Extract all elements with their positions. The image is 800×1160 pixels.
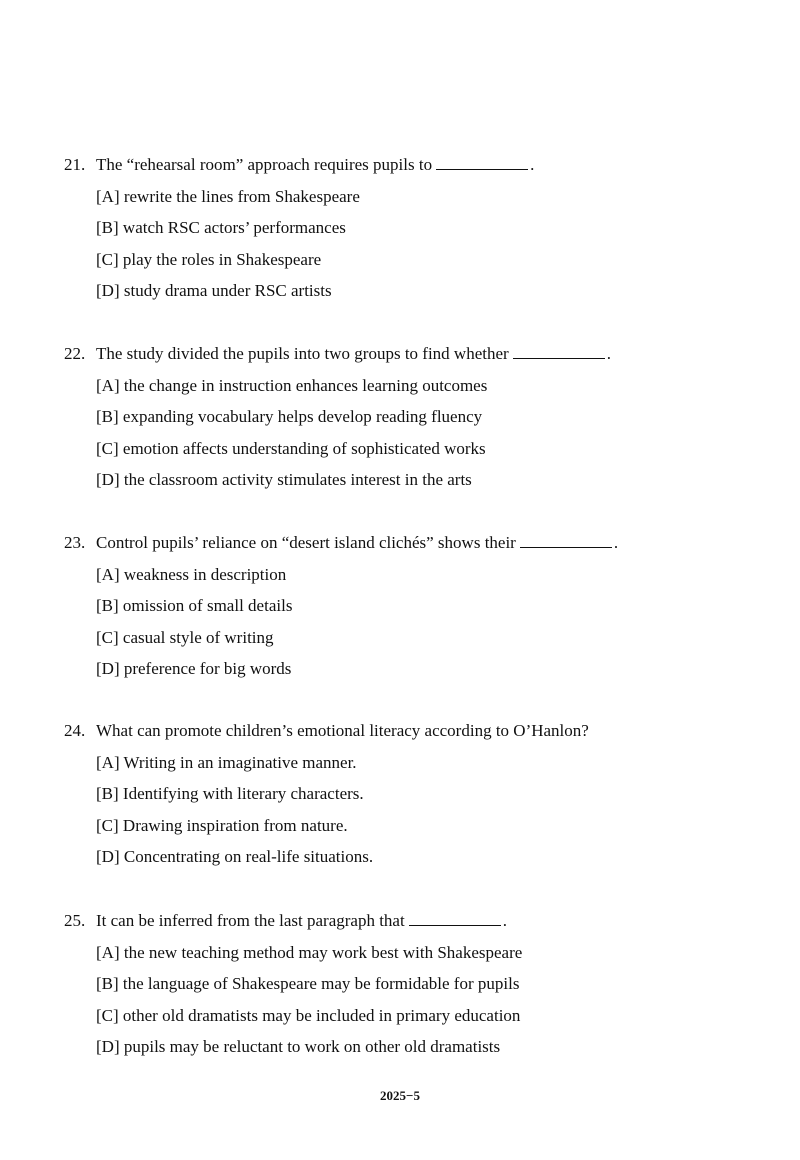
option-a: [A] rewrite the lines from Shakespeare: [96, 186, 360, 206]
option-d: [D] study drama under RSC artists: [96, 281, 332, 300]
question-text: It can be inferred from the last paragraph that: [96, 911, 405, 930]
question-text: The “rehearsal room” approach requires pupils to: [96, 155, 433, 174]
answer-blank: [409, 909, 501, 926]
question-text: Control pupils’ reliance on “desert island clichés” shows their: [96, 533, 516, 552]
question-number: 25.: [64, 911, 86, 930]
option-d: [D] pupils may be reluctant to work on other old dramatists: [96, 1037, 501, 1056]
question-number: 23.: [64, 533, 86, 552]
options-list: [64, 942, 764, 1059]
question-number: 24.: [64, 721, 86, 740]
question-text: What can promote children’s emotional literacy according to O’Hanlon?: [96, 721, 589, 740]
question-number: 22.: [64, 344, 86, 363]
option-d: [D] the classroom activity stimulates interest in the arts: [96, 470, 472, 489]
question-22: [64, 342, 764, 491]
question-25: [64, 909, 764, 1058]
option-c: [C] other old dramatists may be included in primary education: [96, 1005, 521, 1025]
option-b: [B] expanding vocabulary helps develop reading fluency: [96, 407, 483, 426]
question-text-end: .: [613, 533, 619, 552]
question-stem: [64, 909, 764, 932]
option-a: [A] the change in instruction enhances learning outcomes: [96, 375, 488, 395]
option-a: [A] Writing in an imaginative manner.: [96, 752, 357, 772]
option-b: [B] Identifying with literary characters.: [96, 784, 364, 803]
question-text-end: .: [530, 155, 535, 174]
question-stem: [64, 342, 764, 365]
question-number: 21.: [64, 155, 86, 174]
question-text: The study divided the pupils into two groups to find whether: [96, 344, 509, 363]
answer-blank: [513, 342, 605, 359]
question-24: [64, 720, 764, 868]
answer-blank: [520, 531, 612, 548]
option-b: [B] watch RSC actors’ performances: [96, 218, 346, 237]
question-stem: [64, 153, 764, 176]
option-d: [D] preference for big words: [96, 659, 292, 678]
question-text-end: .: [606, 344, 611, 363]
option-a: [A] weakness in description: [96, 564, 287, 584]
option-c: [C] emotion affects understanding of sophisticated works: [96, 438, 486, 458]
question-21: [64, 153, 764, 302]
options-list: [64, 752, 764, 869]
page-number: 2025−5: [380, 1088, 420, 1103]
options-list: [64, 186, 764, 303]
options-list: [64, 375, 764, 492]
option-a: [A] the new teaching method may work best with Shakespeare: [96, 942, 523, 962]
answer-blank: [436, 153, 528, 170]
option-b: [B] the language of Shakespeare may be formidable for pupils: [96, 974, 520, 993]
option-d: [D] Concentrating on real-life situations.: [96, 847, 374, 866]
question-stem: [64, 720, 764, 742]
option-c: [C] Drawing inspiration from nature.: [96, 815, 348, 835]
question-23: [64, 531, 764, 680]
options-list: [64, 564, 764, 681]
option-c: [C] play the roles in Shakespeare: [96, 249, 322, 269]
question-text-end: .: [502, 911, 507, 930]
question-stem: [64, 531, 764, 554]
option-c: [C] casual style of writing: [96, 627, 274, 647]
option-b: [B] omission of small details: [96, 596, 293, 615]
